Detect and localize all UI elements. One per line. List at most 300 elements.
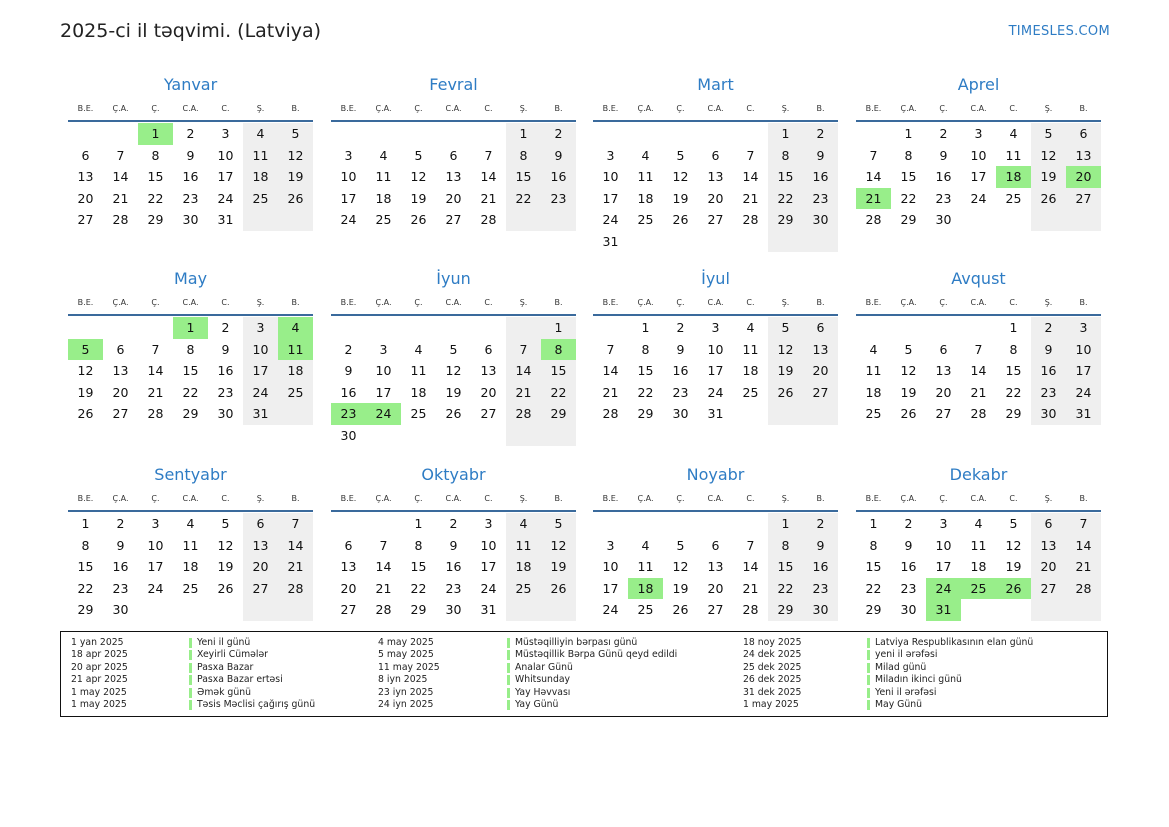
empty-cell [366, 123, 401, 145]
weekday-header [331, 96, 576, 122]
day-cell: 23 [672, 384, 689, 400]
day-cell: 29 [900, 212, 917, 228]
day-cell: 28 [865, 212, 882, 228]
day-cell: 2 [449, 516, 458, 532]
empty-cell [768, 231, 803, 253]
day-cell: 30 [112, 602, 129, 618]
day-cell: 24 [243, 382, 278, 404]
day-cell: 26 [410, 212, 427, 228]
weekday-label: Ç.A. [112, 103, 129, 113]
day-cell: 23 [541, 188, 576, 210]
weekday-header [68, 290, 313, 316]
empty-cell [436, 123, 471, 145]
day-cell: 22 [410, 580, 427, 596]
weekday-label: Ş. [1044, 297, 1053, 307]
day-cell: 7 [974, 341, 983, 357]
holiday-date: 8 iyn 2025 [378, 674, 428, 686]
empty-cell [926, 317, 961, 339]
day-cell: 26 [217, 580, 234, 596]
weekday-label: Ç. [414, 297, 423, 307]
holiday-name: Latviya Respublikasının elan günü [867, 637, 1033, 649]
day-cell: 8 [506, 145, 541, 167]
weekday-label: C. [484, 103, 493, 113]
day-cell: 2 [803, 123, 838, 145]
day-cell: 22 [182, 384, 199, 400]
day-cell: 17 [217, 169, 234, 185]
day-cell: 17 [935, 559, 952, 575]
day-cell: 15 [541, 360, 576, 382]
holiday-name: Müstəqillik Bərpa Günü qeyd edildi [507, 649, 677, 661]
day-cell: 24 [707, 384, 724, 400]
day-cell: 28 [278, 578, 313, 600]
day-cell: 17 [375, 384, 392, 400]
day-cell: 10 [970, 147, 987, 163]
day-cell: 7 [506, 339, 541, 361]
day-cell: 19 [672, 580, 689, 596]
day-cell: 8 [641, 341, 650, 357]
day-cell: 13 [1031, 535, 1066, 557]
day-cell: 4 [869, 341, 878, 357]
weekday-label: Ç.A. [637, 103, 654, 113]
day-cell: 6 [1031, 513, 1066, 535]
day-cell: 8 [414, 537, 423, 553]
weekday-header [856, 290, 1101, 316]
month-name: Mart [697, 75, 734, 94]
day-cell: 15 [637, 363, 654, 379]
weekday-label: Ç. [939, 103, 948, 113]
month-calendar [331, 464, 576, 621]
day-cell: 2 [344, 341, 353, 357]
empty-cell [1031, 209, 1066, 231]
day-cell: 25 [637, 602, 654, 618]
holiday-day-cell: 31 [926, 599, 961, 621]
holiday-day-cell: 20 [1066, 166, 1101, 188]
day-cell: 10 [480, 537, 497, 553]
month-name: İyun [436, 269, 471, 288]
weekday-label: Ç.A. [375, 103, 392, 113]
weekday-label: B.E. [602, 103, 619, 113]
day-cell: 14 [480, 169, 497, 185]
day-cell: 13 [1066, 145, 1101, 167]
day-cell: 5 [676, 147, 685, 163]
weekday-label: Ş. [256, 493, 265, 503]
holiday-date: 11 may 2025 [378, 661, 440, 673]
day-cell: 24 [480, 580, 497, 596]
day-cell: 7 [151, 341, 160, 357]
day-cell: 19 [217, 559, 234, 575]
empty-cell [996, 599, 1031, 621]
day-cell: 1 [768, 513, 803, 535]
day-cell: 21 [1066, 556, 1101, 578]
day-cell: 11 [970, 537, 987, 553]
holiday-day-cell: 11 [278, 339, 313, 361]
day-cell: 14 [112, 169, 129, 185]
day-cell: 20 [1031, 556, 1066, 578]
empty-cell [628, 123, 663, 145]
weekday-header [68, 96, 313, 122]
day-cell: 15 [768, 166, 803, 188]
day-cell: 11 [637, 559, 654, 575]
day-cell: 23 [1031, 382, 1066, 404]
day-cell: 5 [768, 317, 803, 339]
weekday-label: B.E. [865, 103, 882, 113]
day-cell: 19 [77, 384, 94, 400]
day-cell: 16 [112, 559, 129, 575]
day-cell: 8 [904, 147, 913, 163]
weekday-label: Ç. [151, 103, 160, 113]
empty-cell [733, 403, 768, 425]
day-cell: 7 [379, 537, 388, 553]
weekday-label: B.E. [340, 493, 357, 503]
day-cell: 4 [746, 320, 755, 336]
day-cell: 8 [1009, 341, 1018, 357]
day-cell: 16 [672, 363, 689, 379]
month-calendar [68, 74, 313, 231]
day-cell: 9 [904, 537, 913, 553]
day-cell: 2 [186, 126, 195, 142]
weekday-label: Ç. [151, 493, 160, 503]
day-cell: 19 [410, 190, 427, 206]
holiday-date: 1 may 2025 [743, 698, 799, 710]
weekday-label: C.A. [970, 297, 987, 307]
day-cell: 27 [243, 578, 278, 600]
day-cell: 11 [865, 363, 882, 379]
day-cell: 19 [1005, 559, 1022, 575]
day-cell: 20 [707, 190, 724, 206]
empty-cell [733, 123, 768, 145]
day-cell: 4 [506, 513, 541, 535]
day-cell: 4 [641, 147, 650, 163]
day-cell: 21 [506, 382, 541, 404]
holiday-date: 25 dek 2025 [743, 661, 802, 673]
day-cell: 17 [147, 559, 164, 575]
empty-cell [698, 123, 733, 145]
day-cell: 9 [541, 145, 576, 167]
day-cell: 7 [606, 341, 615, 357]
day-cell: 2 [116, 516, 125, 532]
empty-cell [961, 209, 996, 231]
day-cell: 8 [151, 147, 160, 163]
empty-cell [891, 317, 926, 339]
day-cell: 2 [939, 126, 948, 142]
day-cell: 24 [217, 190, 234, 206]
day-cell: 24 [602, 602, 619, 618]
day-cell: 10 [1066, 339, 1101, 361]
empty-cell [733, 513, 768, 535]
empty-cell [506, 425, 541, 447]
empty-cell [331, 123, 366, 145]
weekday-label: Ş. [519, 103, 528, 113]
brand-link[interactable]: TIMESLES.COM [1008, 24, 1110, 39]
empty-cell [628, 231, 663, 253]
weekday-label: B.E. [602, 297, 619, 307]
day-cell: 13 [707, 559, 724, 575]
day-cell: 14 [278, 535, 313, 557]
day-cell: 6 [711, 537, 720, 553]
day-cell: 20 [77, 190, 94, 206]
holiday-name: Whitsunday [507, 674, 677, 686]
empty-cell [471, 425, 506, 447]
day-cell: 31 [602, 233, 619, 249]
weekday-label: B. [291, 297, 300, 307]
day-cell: 23 [900, 580, 917, 596]
empty-cell [856, 317, 891, 339]
legend-date-column [71, 637, 128, 711]
day-cell: 25 [742, 384, 759, 400]
holiday-date: 26 dek 2025 [743, 674, 802, 686]
day-cell: 29 [1005, 406, 1022, 422]
day-cell: 19 [1031, 166, 1066, 188]
weekday-label: Ç.A. [112, 297, 129, 307]
weekday-label: C. [1009, 103, 1018, 113]
day-cell: 27 [935, 406, 952, 422]
holiday-day-cell: 1 [173, 317, 208, 339]
weekday-label: C. [746, 297, 755, 307]
day-cell: 25 [410, 406, 427, 422]
day-cell: 27 [480, 406, 497, 422]
day-cell: 18 [410, 384, 427, 400]
day-cell: 16 [541, 166, 576, 188]
day-grid [331, 513, 576, 621]
empty-cell [541, 209, 576, 231]
day-cell: 29 [865, 602, 882, 618]
day-cell: 12 [445, 363, 462, 379]
day-cell: 31 [707, 406, 724, 422]
day-cell: 15 [900, 169, 917, 185]
empty-cell [436, 425, 471, 447]
day-cell: 15 [77, 559, 94, 575]
day-cell: 23 [182, 190, 199, 206]
empty-cell [366, 317, 401, 339]
empty-cell [698, 231, 733, 253]
day-cell: 12 [217, 537, 234, 553]
day-cell: 17 [707, 363, 724, 379]
empty-cell [506, 317, 541, 339]
day-cell: 6 [939, 341, 948, 357]
day-grid [856, 513, 1101, 621]
month-name: May [173, 269, 208, 288]
day-cell: 4 [414, 341, 423, 357]
holiday-name: Pasxa Bazar [189, 662, 315, 674]
weekday-label: B.E. [340, 103, 357, 113]
weekday-label: C.A. [707, 297, 724, 307]
day-cell: 11 [506, 535, 541, 557]
day-cell: 21 [147, 384, 164, 400]
day-cell: 27 [112, 406, 129, 422]
day-cell: 9 [116, 537, 125, 553]
day-cell: 5 [676, 537, 685, 553]
day-cell: 26 [672, 212, 689, 228]
day-cell: 9 [344, 363, 353, 379]
weekday-header [593, 96, 838, 122]
month-calendar [593, 464, 838, 621]
day-cell: 21 [112, 190, 129, 206]
holiday-name: Yay Həvvası [507, 687, 677, 699]
day-cell: 14 [602, 363, 619, 379]
weekday-label: C. [221, 103, 230, 113]
day-cell: 12 [278, 145, 313, 167]
holiday-day-cell: 18 [628, 578, 663, 600]
day-cell: 1 [541, 317, 576, 339]
empty-cell [243, 209, 278, 231]
day-cell: 16 [803, 556, 838, 578]
day-cell: 10 [707, 341, 724, 357]
weekday-label: C.A. [707, 493, 724, 503]
day-cell: 15 [182, 363, 199, 379]
day-cell: 31 [217, 212, 234, 228]
day-cell: 1 [768, 123, 803, 145]
day-cell: 16 [900, 559, 917, 575]
empty-cell [401, 123, 436, 145]
month-name: Yanvar [163, 75, 218, 94]
day-cell: 17 [970, 169, 987, 185]
month-calendar [593, 268, 838, 425]
empty-cell [803, 403, 838, 425]
day-cell: 29 [541, 403, 576, 425]
day-cell: 28 [742, 212, 759, 228]
day-cell: 22 [900, 190, 917, 206]
day-cell: 3 [711, 320, 720, 336]
day-cell: 25 [1005, 190, 1022, 206]
weekday-label: C.A. [970, 493, 987, 503]
day-cell: 5 [904, 341, 913, 357]
day-cell: 13 [707, 169, 724, 185]
day-cell: 13 [480, 363, 497, 379]
day-cell: 30 [672, 406, 689, 422]
day-cell: 13 [340, 559, 357, 575]
day-cell: 29 [182, 406, 199, 422]
day-cell: 3 [1066, 317, 1101, 339]
empty-cell [68, 123, 103, 145]
day-cell: 10 [602, 559, 619, 575]
legend-name-column [867, 637, 1033, 711]
day-cell: 4 [974, 516, 983, 532]
legend-name-column [507, 637, 677, 711]
day-cell: 13 [243, 535, 278, 557]
day-cell: 11 [243, 145, 278, 167]
day-cell: 2 [676, 320, 685, 336]
weekday-label: B.E. [77, 493, 94, 503]
empty-cell [278, 599, 313, 621]
day-cell: 29 [410, 602, 427, 618]
weekday-label: C.A. [445, 493, 462, 503]
weekday-header [856, 486, 1101, 512]
day-cell: 20 [445, 190, 462, 206]
day-cell: 2 [803, 513, 838, 535]
day-cell: 21 [970, 384, 987, 400]
day-cell: 22 [768, 188, 803, 210]
weekday-label: Ç.A. [375, 493, 392, 503]
weekday-label: Ç.A. [900, 103, 917, 113]
weekday-label: C. [746, 493, 755, 503]
day-cell: 19 [445, 384, 462, 400]
day-cell: 10 [340, 169, 357, 185]
day-cell: 10 [147, 537, 164, 553]
day-cell: 30 [1031, 403, 1066, 425]
holiday-day-cell: 4 [278, 317, 313, 339]
weekday-label: B. [816, 493, 825, 503]
weekday-header [331, 486, 576, 512]
day-cell: 7 [484, 147, 493, 163]
day-cell: 22 [1005, 384, 1022, 400]
day-cell: 13 [445, 169, 462, 185]
holiday-date: 18 apr 2025 [71, 649, 128, 661]
day-cell: 27 [77, 212, 94, 228]
weekday-label: B. [816, 103, 825, 113]
day-cell: 19 [672, 190, 689, 206]
holiday-day-cell: 21 [856, 188, 891, 210]
day-grid [856, 123, 1101, 231]
weekday-label: C.A. [182, 297, 199, 307]
day-cell: 13 [112, 363, 129, 379]
weekday-label: B. [816, 297, 825, 307]
month-name: Avqust [951, 269, 1006, 288]
day-cell: 16 [217, 363, 234, 379]
day-cell: 11 [637, 169, 654, 185]
month-calendar [331, 268, 576, 446]
day-cell: 26 [445, 406, 462, 422]
weekday-label: C. [1009, 297, 1018, 307]
day-cell: 5 [1031, 123, 1066, 145]
holiday-date: 21 apr 2025 [71, 674, 128, 686]
day-cell: 24 [340, 212, 357, 228]
empty-cell [68, 317, 103, 339]
weekday-label: Ç. [414, 493, 423, 503]
holiday-date: 1 may 2025 [71, 686, 127, 698]
empty-cell [103, 317, 138, 339]
weekday-label: Ç.A. [375, 297, 392, 307]
weekday-label: C.A. [182, 493, 199, 503]
day-cell: 28 [147, 406, 164, 422]
weekday-label: Ş. [1044, 493, 1053, 503]
day-cell: 23 [935, 190, 952, 206]
day-cell: 14 [865, 169, 882, 185]
day-cell: 9 [221, 341, 230, 357]
day-cell: 27 [1031, 578, 1066, 600]
weekday-label: Ş. [1044, 103, 1053, 113]
day-cell: 22 [768, 578, 803, 600]
day-grid [331, 123, 576, 231]
day-cell: 10 [602, 169, 619, 185]
day-cell: 4 [379, 147, 388, 163]
day-cell: 1 [506, 123, 541, 145]
day-cell: 26 [77, 406, 94, 422]
weekday-label: C.A. [182, 103, 199, 113]
day-cell: 5 [278, 123, 313, 145]
holiday-day-cell: 26 [996, 578, 1031, 600]
day-cell: 9 [803, 145, 838, 167]
weekday-header [856, 96, 1101, 122]
empty-cell [593, 317, 628, 339]
weekday-header [593, 290, 838, 316]
empty-cell [1066, 599, 1101, 621]
day-cell: 7 [1066, 513, 1101, 535]
day-cell: 21 [742, 190, 759, 206]
holiday-date: 18 noy 2025 [743, 637, 802, 648]
day-cell: 10 [375, 363, 392, 379]
empty-cell [506, 599, 541, 621]
weekday-header [331, 290, 576, 316]
day-cell: 15 [768, 556, 803, 578]
empty-cell [103, 123, 138, 145]
month-calendar [68, 268, 313, 425]
day-cell: 3 [344, 147, 353, 163]
day-cell: 1 [1009, 320, 1018, 336]
weekday-label: Ç. [939, 493, 948, 503]
day-cell: 20 [243, 556, 278, 578]
legend-date-column [743, 637, 801, 711]
day-cell: 2 [541, 123, 576, 145]
